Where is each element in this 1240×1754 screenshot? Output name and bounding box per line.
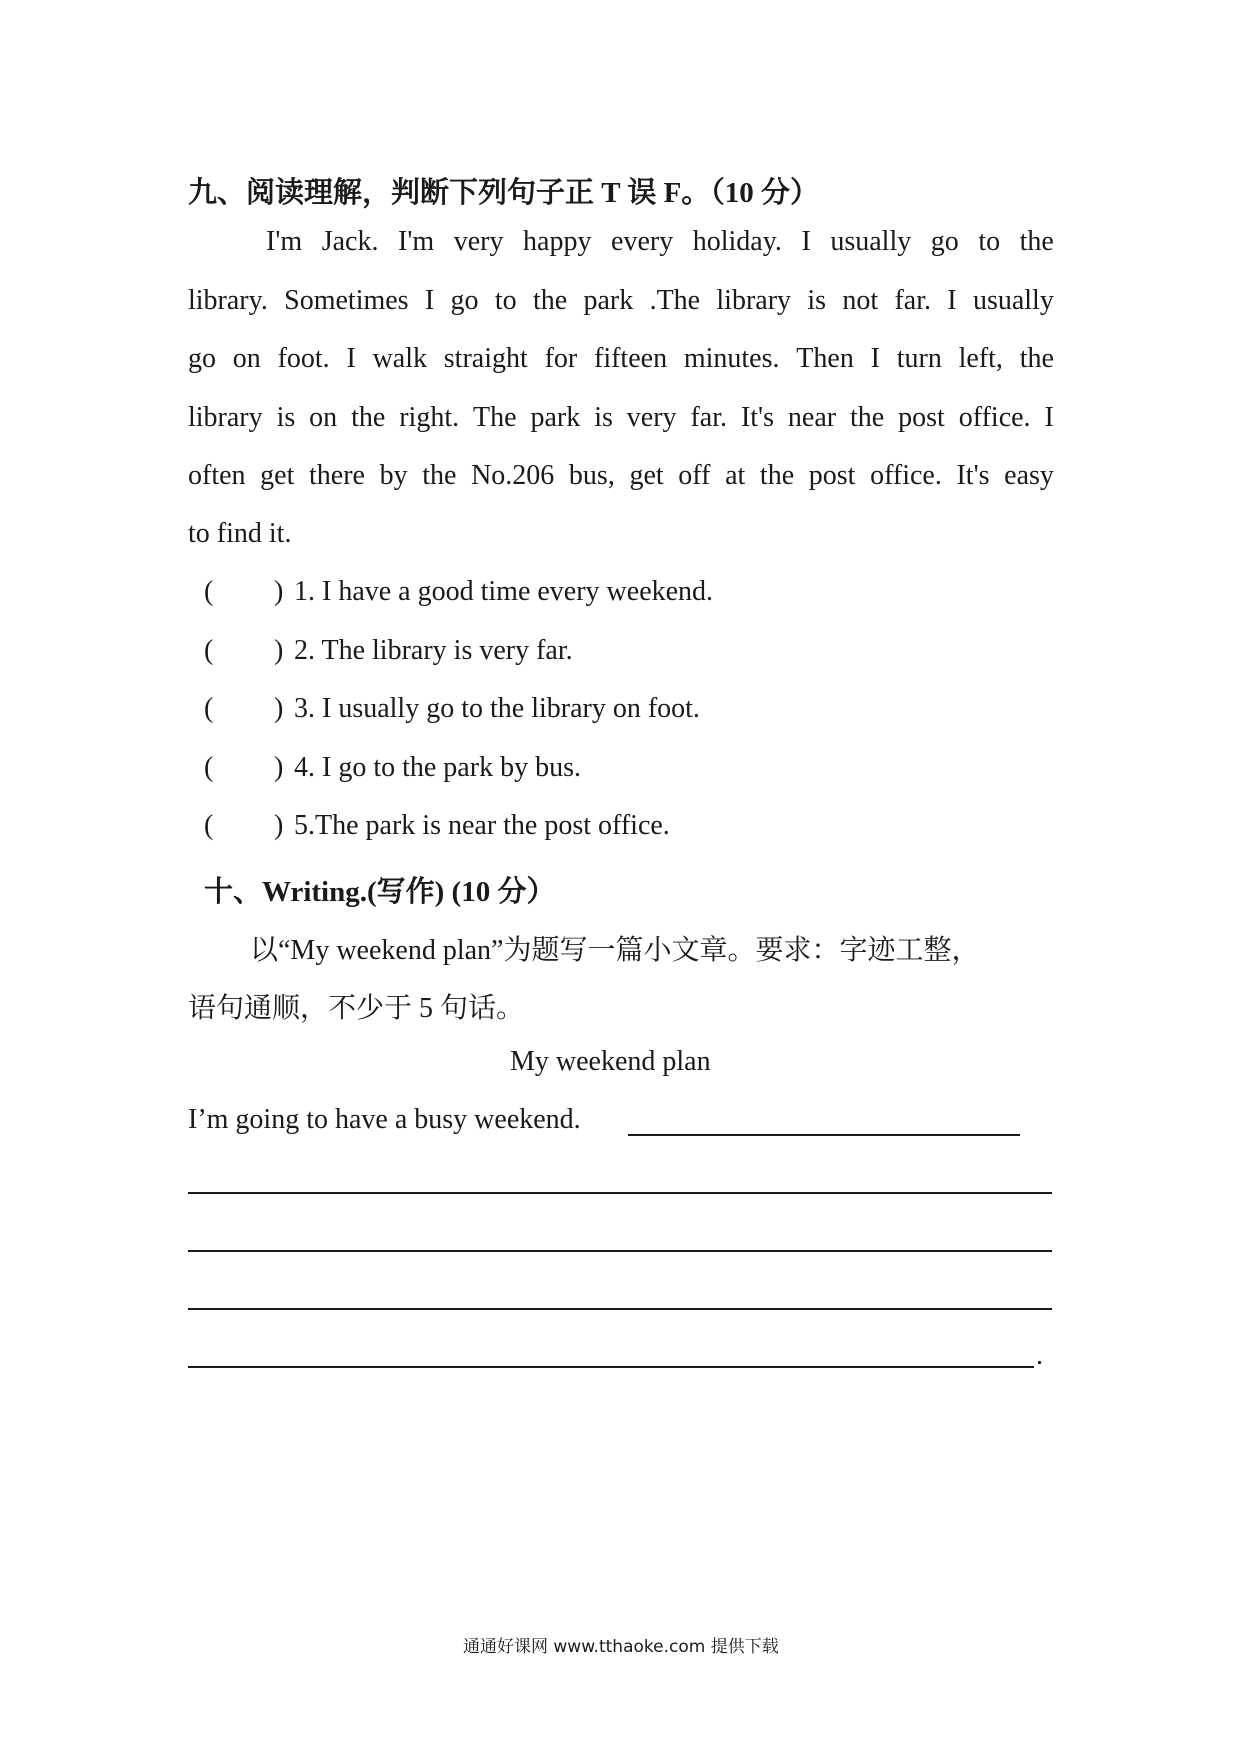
section-9-heading: 九、阅读理解，判断下列句子正 T 误 F。（10 分） <box>188 177 820 209</box>
passage-word: library <box>188 402 263 433</box>
passage-word: Then <box>796 343 854 374</box>
section-10-heading: 十、Writing.(写作) (10 分） <box>204 876 556 908</box>
passage-word: It's <box>740 402 774 433</box>
tf-item-text: 2. The library is very far. <box>294 635 573 666</box>
writing-instruction-line-1: 以“My weekend plan”为题写一篇小文章。要求：字迹工整， <box>250 935 980 966</box>
tf-item-text: 5.The park is near the post office. <box>294 810 670 841</box>
answer-blank-close: ) <box>274 635 284 666</box>
passage-word: I <box>1044 402 1054 433</box>
passage-word: fifteen <box>594 343 668 374</box>
answer-blank-open: ( <box>204 693 214 724</box>
writing-instruction-line-2: 语句通顺，不少于 5 句话。 <box>188 993 525 1024</box>
passage-word: bus, <box>568 460 615 491</box>
answer-blank-close: ) <box>274 752 284 783</box>
passage-word: on <box>309 402 338 433</box>
writing-line[interactable] <box>628 1134 1020 1136</box>
passage-word: not <box>842 285 879 316</box>
writing-line[interactable] <box>188 1308 1052 1310</box>
answer-blank-open: ( <box>204 576 214 607</box>
answer-blank-close: ) <box>274 810 284 841</box>
writing-line[interactable] <box>188 1192 1052 1194</box>
passage-word: on <box>232 343 261 374</box>
passage-word: off <box>678 460 711 491</box>
answer-blank-close: ) <box>274 576 284 607</box>
passage-word: usually <box>972 285 1054 316</box>
passage-line-2 <box>188 285 1054 317</box>
passage-word: No.206 <box>471 460 555 491</box>
passage-word: to <box>494 285 517 316</box>
passage-word: office. <box>870 460 942 491</box>
passage-word: park <box>530 402 581 433</box>
passage-line-1 <box>266 226 1054 258</box>
passage-word: library. <box>188 285 268 316</box>
passage-word: turn <box>896 343 942 374</box>
passage-word: the <box>1019 343 1054 374</box>
passage-word: the <box>850 402 885 433</box>
footer-credit: 通通好课网 www.tthaoke.com 提供下载 <box>463 1637 779 1657</box>
passage-word: get <box>260 460 295 491</box>
passage-word: straight <box>443 343 528 374</box>
passage-word: is <box>807 285 827 316</box>
passage-word: office. <box>958 402 1031 433</box>
passage-word: happy <box>523 226 592 257</box>
passage-word: holiday. <box>692 226 782 257</box>
passage-word: I <box>870 343 880 374</box>
passage-word: usually <box>830 226 912 257</box>
passage-word: get <box>629 460 664 491</box>
passage-word: left, <box>958 343 1003 374</box>
passage-word: Sometimes <box>284 285 409 316</box>
passage-word: there <box>309 460 365 491</box>
passage-word: easy <box>1004 460 1054 491</box>
passage-word: park <box>583 285 634 316</box>
passage-word: very <box>453 226 504 257</box>
passage-word: the <box>422 460 457 491</box>
answer-blank-open: ( <box>204 752 214 783</box>
passage-word: to <box>978 226 1001 257</box>
passage-word: I'm <box>398 226 435 257</box>
passage-word: the <box>1019 226 1054 257</box>
passage-word: the <box>351 402 386 433</box>
passage-word: far. <box>690 402 728 433</box>
answer-blank-open: ( <box>204 635 214 666</box>
passage-word: go <box>450 285 479 316</box>
passage-word: far. <box>894 285 931 316</box>
passage-word: I'm <box>266 226 303 257</box>
passage-word: near <box>787 402 837 433</box>
passage-line-5 <box>188 460 1054 492</box>
passage-word: right. <box>399 402 460 433</box>
answer-blank-open: ( <box>204 810 214 841</box>
passage-word: .The <box>649 285 701 316</box>
passage-word: Jack. <box>321 226 379 257</box>
passage-word: is <box>276 402 296 433</box>
writing-line[interactable] <box>188 1250 1052 1252</box>
passage-line-3 <box>188 343 1054 375</box>
passage-word: the <box>759 460 795 491</box>
passage-word: at <box>725 460 746 491</box>
passage-word: I <box>947 285 957 316</box>
tf-item-text: 1. I have a good time every weekend. <box>294 576 714 607</box>
passage-word: very <box>626 402 677 433</box>
essay-start-text: I’m going to have a busy weekend. <box>188 1104 581 1135</box>
writing-line[interactable] <box>188 1366 1034 1368</box>
passage-word: The <box>473 402 517 433</box>
tf-item-text: 4. I go to the park by bus. <box>294 752 581 783</box>
passage-word: post <box>808 460 856 491</box>
passage-word: It's <box>956 460 990 491</box>
passage-word: post <box>898 402 945 433</box>
passage-word: walk <box>372 343 427 374</box>
passage-word: minutes. <box>683 343 780 374</box>
passage-word: is <box>594 402 613 433</box>
passage-word: library <box>716 285 792 316</box>
answer-blank-close: ) <box>274 693 284 724</box>
essay-title: My weekend plan <box>510 1046 711 1077</box>
final-period: . <box>1036 1340 1043 1371</box>
tf-item-text: 3. I usually go to the library on foot. <box>294 693 700 724</box>
passage-word: often <box>188 460 246 491</box>
passage-word: I <box>801 226 811 257</box>
passage-word: foot. <box>277 343 330 374</box>
passage-word: go <box>930 226 959 257</box>
passage-word: I <box>424 285 435 316</box>
passage-word: the <box>532 285 568 316</box>
passage-line-6: to find it. <box>188 518 292 549</box>
passage-word: I <box>346 343 356 374</box>
passage-word: every <box>611 226 674 257</box>
passage-word: for <box>544 343 578 374</box>
passage-word: by <box>379 460 408 491</box>
passage-word: go <box>188 343 216 374</box>
passage-line-4 <box>188 402 1054 434</box>
